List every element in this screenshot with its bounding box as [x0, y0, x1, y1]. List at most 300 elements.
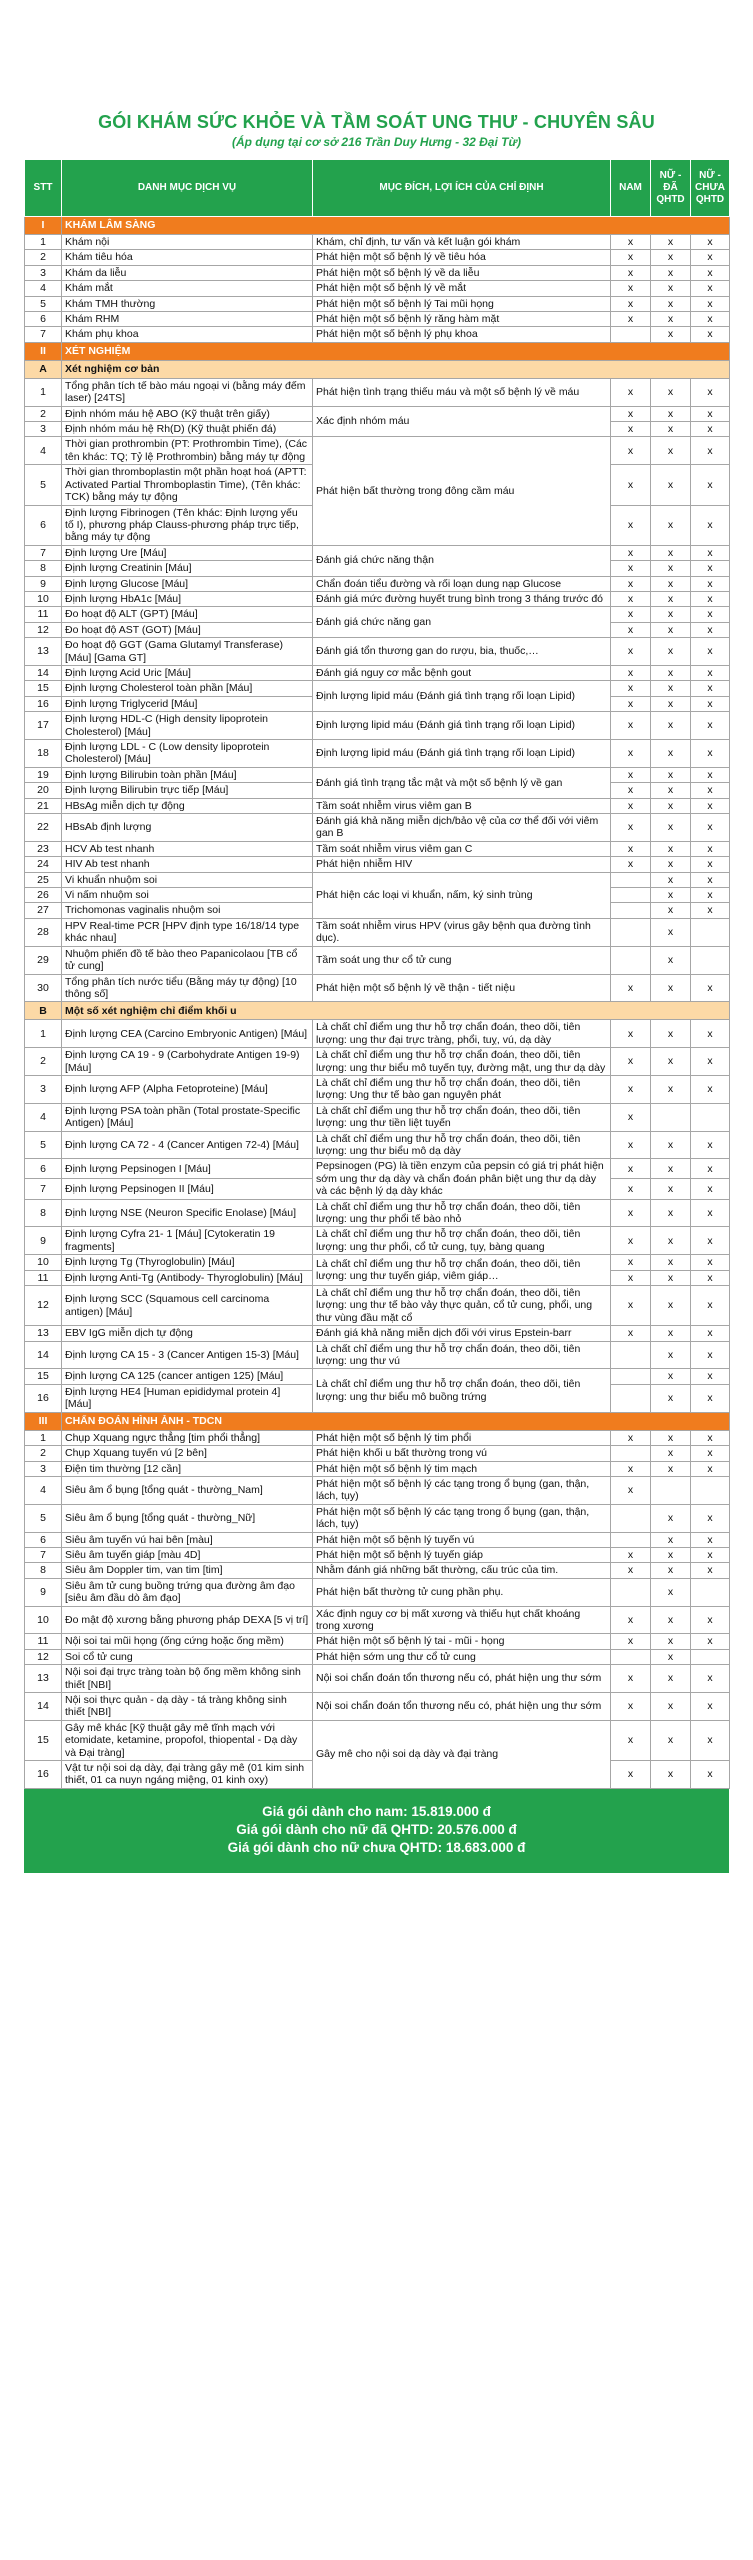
table-row: [25, 946, 730, 974]
service-purpose: Đánh giá khả năng miễn dịch/bảo vệ của cơ thể đối với viêm gan B: [313, 814, 611, 842]
mark-female-married: x: [651, 681, 691, 696]
service-name: HBsAg miễn dịch tự động: [62, 798, 313, 813]
service-name: Vật tư nội soi dạ dày, đại tràng gây mê (01 kim sinh thiết, 01 ca nuyn ngáng miệng, 01 kinh oxy): [62, 1761, 313, 1789]
mark-male: [611, 1446, 651, 1461]
mark-male: x: [611, 312, 651, 327]
service-name: Định lượng Triglycerid [Máu]: [62, 696, 313, 711]
mark-male: x: [611, 1199, 651, 1227]
row-number: 11: [25, 1634, 62, 1649]
table-row: [25, 312, 730, 327]
mark-female-married: x: [651, 918, 691, 946]
mark-female-married: x: [651, 576, 691, 591]
row-number: 10: [25, 1606, 62, 1634]
mark-female-single: [691, 1476, 730, 1504]
mark-male: x: [611, 505, 651, 545]
mark-male: x: [611, 591, 651, 606]
mark-female-single: x: [691, 1430, 730, 1445]
mark-female-married: x: [651, 1075, 691, 1103]
mark-male: x: [611, 406, 651, 421]
mark-female-married: x: [651, 406, 691, 421]
service-name: Định lượng Bilirubin trực tiếp [Máu]: [62, 783, 313, 798]
mark-female-single: x: [691, 1634, 730, 1649]
service-name: Khám nội: [62, 235, 313, 250]
service-name: Nội soi đại trực tràng toàn bộ ống mềm không sinh thiết [NBI]: [62, 1665, 313, 1693]
service-purpose: Phát hiện sớm ung thư cổ tử cung: [313, 1649, 611, 1664]
row-number: 15: [25, 1369, 62, 1384]
mark-female-single: x: [691, 327, 730, 342]
mark-male: [611, 327, 651, 342]
service-name: Định lượng NSE (Neuron Specific Enolase) [Máu]: [62, 1199, 313, 1227]
row-number: 3: [25, 1461, 62, 1476]
package-sheet: [24, 112, 729, 1873]
service-purpose: Đánh giá mức đường huyết trung bình trong 3 tháng trước đó: [313, 591, 611, 606]
service-name: Siêu âm Doppler tim, van tim [tim]: [62, 1563, 313, 1578]
mark-female-married: x: [651, 1384, 691, 1412]
row-number: 2: [25, 250, 62, 265]
mark-female-married: x: [651, 1761, 691, 1789]
mark-female-single: x: [691, 545, 730, 560]
table-row: [25, 1199, 730, 1227]
row-number: 1: [25, 1430, 62, 1445]
mark-female-single: x: [691, 841, 730, 856]
service-purpose: Phát hiện một số bệnh lý về thận - tiết niệu: [313, 974, 611, 1002]
mark-male: x: [611, 576, 651, 591]
mark-male: x: [611, 1547, 651, 1562]
mark-male: x: [611, 974, 651, 1002]
mark-female-single: x: [691, 1341, 730, 1369]
mark-male: x: [611, 681, 651, 696]
mark-female-married: x: [651, 1532, 691, 1547]
mark-female-married: x: [651, 327, 691, 342]
mark-male: x: [611, 1476, 651, 1504]
mark-female-single: x: [691, 1286, 730, 1326]
mark-female-married: x: [651, 1255, 691, 1270]
mark-female-married: x: [651, 1665, 691, 1693]
row-number: 8: [25, 1199, 62, 1227]
table-row: [25, 1341, 730, 1369]
section-row: [25, 342, 730, 360]
table-row: [25, 406, 730, 421]
mark-male: x: [611, 1430, 651, 1445]
service-purpose: Nội soi chẩn đoán tổn thương nếu có, phát hiện ung thư sớm: [313, 1665, 611, 1693]
table-row: [25, 974, 730, 1002]
mark-female-single: x: [691, 974, 730, 1002]
price-female-single: Giá gói dành cho nữ chưa QHTD: 18.683.000 đ: [227, 1839, 526, 1855]
row-number: 8: [25, 561, 62, 576]
mark-female-single: x: [691, 1075, 730, 1103]
mark-female-married: x: [651, 814, 691, 842]
mark-female-married: x: [651, 857, 691, 872]
row-number: 11: [25, 607, 62, 622]
row-number: 17: [25, 712, 62, 740]
mark-male: x: [611, 561, 651, 576]
mark-female-single: [691, 918, 730, 946]
row-number: 1: [25, 1020, 62, 1048]
service-purpose: Là chất chỉ điểm ung thư hỗ trợ chẩn đoán, theo dõi, tiên lượng: ung thư vú: [313, 1341, 611, 1369]
mark-female-single: x: [691, 712, 730, 740]
service-name: Định lượng PSA toàn phần (Total prostate-Specific Antigen) [Máu]: [62, 1103, 313, 1131]
row-number: 11: [25, 1270, 62, 1285]
row-number: 2: [25, 1048, 62, 1076]
mark-female-married: x: [651, 1547, 691, 1562]
table-row: [25, 767, 730, 782]
service-purpose: Là chất chỉ điểm ung thư hỗ trợ chẩn đoán, theo dõi, tiên lượng: ung thư phổi, cổ tử cung, tụy, bàng quang: [313, 1227, 611, 1255]
mark-male: x: [611, 465, 651, 505]
mark-male: x: [611, 607, 651, 622]
mark-male: [611, 1649, 651, 1664]
row-number: 4: [25, 1103, 62, 1131]
table-row: [25, 1131, 730, 1159]
table-row: [25, 1649, 730, 1664]
service-name: Thời gian prothrombin (PT: Prothrombin Time), (Các tên khác: TQ; Tỷ lệ Prothrombin) bằng máy tự động: [62, 437, 313, 465]
mark-female-married: x: [651, 1446, 691, 1461]
mark-female-married: x: [651, 235, 691, 250]
service-purpose: Định lượng lipid máu (Đánh giá tình trạng rối loạn Lipid): [313, 712, 611, 740]
service-purpose: Phát hiện bất thường tử cung phần phụ.: [313, 1578, 611, 1606]
table-row: [25, 296, 730, 311]
table-row: [25, 1286, 730, 1326]
mark-female-single: x: [691, 1369, 730, 1384]
row-number: 7: [25, 545, 62, 560]
mark-male: x: [611, 250, 651, 265]
mark-female-single: x: [691, 1227, 730, 1255]
table-row: [25, 1720, 730, 1760]
mark-male: x: [611, 841, 651, 856]
service-purpose: Phát hiện một số bệnh lý về mắt: [313, 281, 611, 296]
row-number: 14: [25, 1341, 62, 1369]
row-number: 25: [25, 872, 62, 887]
row-number: 2: [25, 1446, 62, 1461]
row-number: 24: [25, 857, 62, 872]
service-purpose: Phát hiện tình trạng thiếu máu và một số bệnh lý về máu: [313, 378, 611, 406]
mark-female-married: x: [651, 1048, 691, 1076]
row-number: 6: [25, 312, 62, 327]
mark-male: x: [611, 814, 651, 842]
col-stt: STT: [25, 160, 62, 217]
row-number: 14: [25, 665, 62, 680]
mark-female-married: x: [651, 1326, 691, 1341]
service-name: Tổng phân tích nước tiểu (Bằng máy tự động) [10 thông số]: [62, 974, 313, 1002]
service-name: Tổng phân tích tế bào máu ngoại vi (bằng máy đếm laser) [24TS]: [62, 378, 313, 406]
mark-female-married: x: [651, 1461, 691, 1476]
section-title: CHẨN ĐOÁN HÌNH ẢNH - TDCN: [62, 1412, 730, 1430]
service-purpose: Là chất chỉ điểm ung thư hỗ trợ chẩn đoán, theo dõi, tiên lượng: ung thư phổi tế bào nhỏ: [313, 1199, 611, 1227]
service-purpose: Đánh giá chức năng thận: [313, 545, 611, 576]
mark-male: x: [611, 740, 651, 768]
mark-female-married: x: [651, 1179, 691, 1199]
mark-female-single: x: [691, 505, 730, 545]
service-purpose: Đánh giá chức năng gan: [313, 607, 611, 638]
mark-female-married: x: [651, 1020, 691, 1048]
mark-female-single: x: [691, 591, 730, 606]
service-purpose: Là chất chỉ điểm ung thư hỗ trợ chẩn đoán, theo dõi, tiên lượng: ung thư tuyến giáp, viêm giáp…: [313, 1255, 611, 1286]
mark-female-married: x: [651, 1720, 691, 1760]
mark-female-single: x: [691, 903, 730, 918]
service-name: Đo hoạt độ AST (GOT) [Máu]: [62, 622, 313, 637]
col-purpose: MỤC ĐÍCH, LỢI ÍCH CỦA CHỈ ĐỊNH: [313, 160, 611, 217]
table-row: [25, 1446, 730, 1461]
service-name: Định lượng CA 125 (cancer antigen 125) [Máu]: [62, 1369, 313, 1384]
service-purpose: Đánh giá tổn thương gan do rượu, bia, thuốc,…: [313, 638, 611, 666]
mark-male: x: [611, 235, 651, 250]
mark-female-single: x: [691, 1761, 730, 1789]
table-row: [25, 1255, 730, 1270]
service-name: Khám da liễu: [62, 265, 313, 280]
table-row: [25, 1020, 730, 1048]
mark-female-married: x: [651, 798, 691, 813]
section-title: XÉT NGHIỆM: [62, 342, 730, 360]
mark-male: x: [611, 1048, 651, 1076]
mark-male: x: [611, 1131, 651, 1159]
page-title: GÓI KHÁM SỨC KHỎE VÀ TẦM SOÁT UNG THƯ - CHUYÊN SÂU: [98, 112, 655, 132]
service-name: Định lượng CA 19 - 9 (Carbohydrate Antigen 19-9) [Máu]: [62, 1048, 313, 1076]
mark-male: x: [611, 1103, 651, 1131]
mark-female-single: x: [691, 561, 730, 576]
mark-female-single: x: [691, 1693, 730, 1721]
row-number: 13: [25, 1665, 62, 1693]
service-name: Siêu âm ổ bụng [tổng quát - thường_Nữ]: [62, 1504, 313, 1532]
service-purpose: Nhằm đánh giá những bất thường, cấu trúc của tim.: [313, 1563, 611, 1578]
mark-male: x: [611, 622, 651, 637]
mark-female-single: x: [691, 783, 730, 798]
mark-female-married: x: [651, 974, 691, 1002]
row-number: 1: [25, 235, 62, 250]
mark-female-married: x: [651, 888, 691, 903]
mark-female-married: x: [651, 378, 691, 406]
mark-female-single: x: [691, 740, 730, 768]
section-title: KHÁM LÂM SÀNG: [62, 217, 730, 235]
mark-male: x: [611, 783, 651, 798]
table-row: [25, 665, 730, 680]
mark-female-single: x: [691, 437, 730, 465]
service-name: Vi khuẩn nhuộm soi: [62, 872, 313, 887]
mark-female-single: x: [691, 465, 730, 505]
mark-female-married: x: [651, 1159, 691, 1179]
service-name: Siêu âm tuyến vú hai bên [màu]: [62, 1532, 313, 1547]
row-number: 6: [25, 1532, 62, 1547]
mark-female-married: x: [651, 505, 691, 545]
row-number: 3: [25, 1075, 62, 1103]
service-purpose: Là chất chỉ điểm ung thư hỗ trợ chẩn đoán, theo dõi, tiên lượng: ung thư đại trực tràng, phổi, tuỵ, vú, dạ dày: [313, 1020, 611, 1048]
mark-female-married: [651, 1476, 691, 1504]
row-number: 13: [25, 1326, 62, 1341]
service-purpose: Phát hiện một số bệnh lý tai - mũi - họng: [313, 1634, 611, 1649]
table-row: [25, 857, 730, 872]
table-row: [25, 1159, 730, 1179]
mark-female-single: x: [691, 1159, 730, 1179]
mark-female-married: x: [651, 607, 691, 622]
service-name: Định nhóm máu hệ Rh(D) (Kỹ thuật phiến đá): [62, 422, 313, 437]
service-name: Định lượng Bilirubin toàn phần [Máu]: [62, 767, 313, 782]
col-male: NAM: [611, 160, 651, 217]
table-row: [25, 1461, 730, 1476]
row-number: 30: [25, 974, 62, 1002]
service-name: Khám phụ khoa: [62, 327, 313, 342]
row-number: 19: [25, 767, 62, 782]
service-name: Định lượng Cyfra 21- 1 [Máu] [Cytokeratin 19 fragments]: [62, 1227, 313, 1255]
service-name: Siêu âm ổ bụng [tổng quát - thường_Nam]: [62, 1476, 313, 1504]
mark-female-single: x: [691, 1547, 730, 1562]
service-name: Định lượng Acid Uric [Máu]: [62, 665, 313, 680]
service-purpose: Là chất chỉ điểm ung thư hỗ trợ chẩn đoán, theo dõi, tiên lượng: ung thư biểu mô dạ dày: [313, 1131, 611, 1159]
subsection-letter: A: [25, 360, 62, 378]
mark-female-married: x: [651, 561, 691, 576]
mark-female-married: x: [651, 265, 691, 280]
mark-female-single: [691, 946, 730, 974]
mark-female-single: x: [691, 681, 730, 696]
row-number: 15: [25, 1720, 62, 1760]
mark-male: x: [611, 296, 651, 311]
table-row: [25, 1476, 730, 1504]
mark-male: x: [611, 1761, 651, 1789]
table-row: [25, 798, 730, 813]
mark-female-single: x: [691, 378, 730, 406]
table-row: [25, 814, 730, 842]
mark-female-married: x: [651, 437, 691, 465]
service-name: Chụp Xquang ngực thẳng [tim phổi thẳng]: [62, 1430, 313, 1445]
mark-female-single: x: [691, 1255, 730, 1270]
service-purpose: Định lượng lipid máu (Đánh giá tình trạng rối loạn Lipid): [313, 681, 611, 712]
mark-female-single: x: [691, 638, 730, 666]
mark-female-married: x: [651, 841, 691, 856]
table-body: [25, 217, 730, 1789]
row-number: 1: [25, 378, 62, 406]
service-purpose: Phát hiện một số bệnh lý về da liễu: [313, 265, 611, 280]
service-name: Định lượng Pepsinogen II [Máu]: [62, 1179, 313, 1199]
mark-male: x: [611, 665, 651, 680]
table-row: [25, 1563, 730, 1578]
row-number: 16: [25, 696, 62, 711]
row-number: 9: [25, 1227, 62, 1255]
row-number: 5: [25, 296, 62, 311]
service-name: Nội soi thực quản - dạ dày - tá tràng không sinh thiết [NBI]: [62, 1693, 313, 1721]
service-name: Khám TMH thường: [62, 296, 313, 311]
mark-male: x: [611, 1255, 651, 1270]
mark-female-married: x: [651, 1286, 691, 1326]
row-number: 5: [25, 1131, 62, 1159]
row-number: 28: [25, 918, 62, 946]
mark-female-single: x: [691, 281, 730, 296]
mark-male: x: [611, 265, 651, 280]
table-row: [25, 591, 730, 606]
price-male: Giá gói dành cho nam: 15.819.000 đ: [262, 1803, 491, 1819]
mark-female-single: [691, 1578, 730, 1606]
service-name: Định lượng AFP (Alpha Fetoproteine) [Máu]: [62, 1075, 313, 1103]
mark-female-married: x: [651, 1341, 691, 1369]
service-name: Siêu âm tuyến giáp [màu 4D]: [62, 1547, 313, 1562]
mark-male: [611, 1341, 651, 1369]
mark-female-married: x: [651, 296, 691, 311]
service-name: Khám RHM: [62, 312, 313, 327]
service-name: Nội soi tai mũi họng (ống cứng hoặc ống mềm): [62, 1634, 313, 1649]
mark-male: x: [611, 1020, 651, 1048]
table-row: [25, 918, 730, 946]
service-name: Định lượng LDL - C (Low density lipoprotein Cholesterol) [Máu]: [62, 740, 313, 768]
service-purpose: Phát hiện một số bệnh lý phụ khoa: [313, 327, 611, 342]
table-row: [25, 1227, 730, 1255]
table-row: [25, 437, 730, 465]
service-name: Định lượng Fibrinogen (Tên khác: Định lượng yếu tố I), phương pháp Clauss-phương pháp trực tiếp, bằng máy tự động: [62, 505, 313, 545]
service-name: HPV Real-time PCR [HPV định type 16/18/14 type khác nhau]: [62, 918, 313, 946]
table-row: [25, 841, 730, 856]
service-name: Đo hoạt độ ALT (GPT) [Máu]: [62, 607, 313, 622]
mark-female-married: x: [651, 622, 691, 637]
mark-male: x: [611, 1227, 651, 1255]
mark-male: x: [611, 1693, 651, 1721]
mark-female-married: x: [651, 1131, 691, 1159]
mark-male: x: [611, 712, 651, 740]
mark-male: x: [611, 378, 651, 406]
row-number: 10: [25, 1255, 62, 1270]
mark-male: [611, 1369, 651, 1384]
mark-female-single: x: [691, 1048, 730, 1076]
mark-male: x: [611, 1665, 651, 1693]
mark-male: x: [611, 1461, 651, 1476]
row-number: 20: [25, 783, 62, 798]
mark-female-married: x: [651, 1693, 691, 1721]
service-purpose: Là chất chỉ điểm ung thư hỗ trợ chẩn đoán, theo dõi, tiên lượng: Ung thư tế bào gan nguyên phát: [313, 1075, 611, 1103]
mark-female-married: x: [651, 1634, 691, 1649]
service-name: Định lượng Cholesterol toàn phần [Máu]: [62, 681, 313, 696]
table-row: [25, 1430, 730, 1445]
service-name: Thời gian thromboplastin một phần hoạt hoá (APTT: Activated Partial Thromboplastin Time), (Tên khác: TCK) bằng máy tự động: [62, 465, 313, 505]
mark-female-single: x: [691, 798, 730, 813]
mark-female-single: x: [691, 1461, 730, 1476]
mark-female-married: x: [651, 946, 691, 974]
row-number: 3: [25, 422, 62, 437]
table-row: [25, 1532, 730, 1547]
mark-female-single: x: [691, 607, 730, 622]
mark-male: [611, 888, 651, 903]
mark-female-married: x: [651, 545, 691, 560]
mark-female-married: x: [651, 281, 691, 296]
row-number: 6: [25, 1159, 62, 1179]
mark-female-married: x: [651, 638, 691, 666]
service-purpose: Phát hiện bất thường trong đông cầm máu: [313, 437, 611, 545]
table-row: [25, 1048, 730, 1076]
row-number: 9: [25, 1578, 62, 1606]
row-number: 12: [25, 1286, 62, 1326]
service-name: Chụp Xquang tuyến vú [2 bên]: [62, 1446, 313, 1461]
table-row: [25, 1634, 730, 1649]
table-row: [25, 1693, 730, 1721]
mark-female-single: x: [691, 767, 730, 782]
mark-female-single: x: [691, 406, 730, 421]
section-row: [25, 217, 730, 235]
mark-female-married: x: [651, 665, 691, 680]
service-name: Định lượng HDL-C (High density lipoprotein Cholesterol) [Máu]: [62, 712, 313, 740]
table-row: [25, 607, 730, 622]
table-row: [25, 250, 730, 265]
section-number: III: [25, 1412, 62, 1430]
service-purpose: Phát hiện các loại vi khuẩn, nấm, ký sinh trùng: [313, 872, 611, 918]
mark-female-single: x: [691, 265, 730, 280]
mark-female-married: x: [651, 250, 691, 265]
mark-female-single: x: [691, 872, 730, 887]
service-purpose: Phát hiện khối u bất thường trong vú: [313, 1446, 611, 1461]
service-name: Định lượng Pepsinogen I [Máu]: [62, 1159, 313, 1179]
service-name: Định lượng Glucose [Máu]: [62, 576, 313, 591]
mark-female-married: x: [651, 591, 691, 606]
row-number: 7: [25, 1179, 62, 1199]
row-number: 13: [25, 638, 62, 666]
service-name: Định lượng SCC (Squamous cell carcinoma antigen) [Máu]: [62, 1286, 313, 1326]
col-female-single: NỮ - CHƯA QHTD: [691, 160, 730, 217]
service-purpose: Tầm soát nhiễm virus viêm gan B: [313, 798, 611, 813]
mark-female-single: x: [691, 296, 730, 311]
table-row: [25, 712, 730, 740]
row-number: 12: [25, 622, 62, 637]
